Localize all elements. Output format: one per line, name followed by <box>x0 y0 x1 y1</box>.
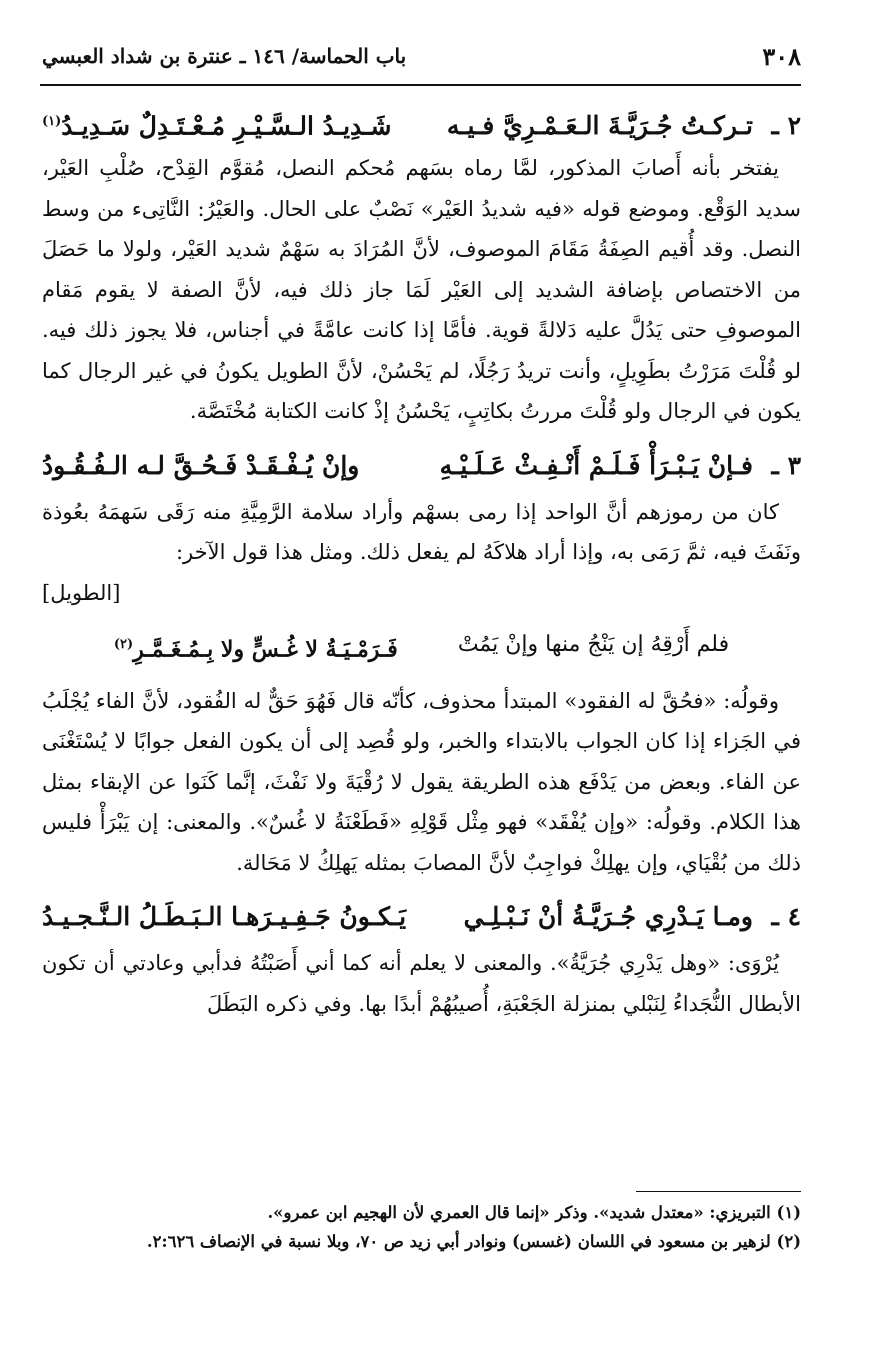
quote-hemistich-2: فَـرَمْـيَـةُ لا غُـسٍّ ولا بِـمُـغَـمَّـرِ <box>133 635 398 662</box>
verse-2 <box>42 98 801 148</box>
commentary-paragraph <box>42 681 801 884</box>
verse-hemistich-2: شَـدِيـدُ الـسَّـيْـرِ مُـعْـتَـدِلٌ سَـدِيـدُ <box>61 111 392 141</box>
quote-hemistich-1: فلم أَرْقِهُ إن يَنْجُ منها وإنْ يَمُتْ <box>457 631 730 657</box>
verse-hemistich-2: يَـكـونُ جَـفِـيـرَهـا الـبَـطَـلُ الـنَّـجـيـدُ <box>42 902 407 932</box>
verse-3 <box>42 442 801 492</box>
verse-number: ٢ ـ <box>771 111 801 141</box>
commentary-text: كان من رموزهم أنَّ الواحد إذا رمى بسهْم وأراد سلامة الرَّمِيَّةِ منه رَقَى سَهمَهُ بعُوذة ونَفَثَ فيه، ثمَّ رَمَى به، وإذا أراد هلاكَهُ لم يفعل ذلك. ومثل هذا قول الآخر: <box>42 499 801 564</box>
footnotes <box>42 1198 801 1256</box>
page-number: ٣٠٨ <box>762 42 801 71</box>
quoted-verse <box>42 619 801 675</box>
running-header <box>42 42 801 82</box>
commentary-text: وقولُه: «فحُقَّ له الفقود» المبتدأ محذوف، كأنّه قال فَهُوَ حَقٌّ له الفُقود، لأنَّ الفاء يُجْلَبُ في الجَزاء إذا كان الجواب بالابتداء والخبر، ولو قُصِد إلى أن يكون الفعل جوابًا لا يُسْتَغْنَى عن الفاء. وبعض من يَدْفَع هذه الطريقة يقول لا رُقْيَةَ ولا نَفْثَ، إنَّما كَنَوا عن الإبقاء بمثل هذا الكلام. وقولُه: «وإن يُفْقَد» فهو مِثْل قَوْلِهِ «فَطَعْنَةُ لا غُسٌ». والمعنى: إن يَبْرَأْ فليس ذلك من بُقْيَاي، وإن يهلِكْ فواجِبٌ لأنَّ المصابَ بمثله يَهلِكُ لا مَحَالة. <box>42 688 801 875</box>
footnote-ref: (٢) <box>113 636 134 652</box>
verse-hemistich-1: تـركـتُ جُـرَيَّـةَ الـعَـمْـرِيَّ فـيـه <box>446 111 753 141</box>
commentary-paragraph <box>42 148 801 432</box>
footnote-rule <box>636 1191 801 1192</box>
footnote-2: (٢) لزهير بن مسعود في اللسان (غسس) ونوادر أبي زيد ص ٧٠، وبلا نسبة في الإنصاف ٢:٦٢٦. <box>146 1232 801 1251</box>
verse-number: ٤ ـ <box>771 902 801 932</box>
footnote-ref: (١) <box>42 114 62 129</box>
footnote-1: (١) التبريزي: «معتدل شديد». وذكر «إنما قال العمري لأن الهجيم ابن عمرو». <box>267 1203 801 1222</box>
commentary-paragraph <box>42 492 801 573</box>
chapter-title: باب الحماسة/ ١٤٦ ـ عنترة بن شداد العبسي <box>42 44 407 68</box>
verse-number: ٣ ـ <box>771 450 801 480</box>
commentary-text: يفتخر بأنه أَصابَ المذكور، لمَّا رماه بسَهم مُحكم النصل، مُقوَّم القِدْح، صُلْبِ العَيْر، سديد الوَقْع. وموضع قوله «فيه شديدُ العَيْر» نَصْبٌ على الحال. والعَيْرُ: النَّاتِىء من وسط النصل. وقد أُقيم الصِفَةُ مَقَامَ الموصوف، لأنَّ المُرَادَ به سَهْمٌ شديد العَيْر، ولولا ما حَصَلَ من الاختصاص بإضافة الشديد إلى العَيْر لَمَا جاز ذلك فيه، لأنَّ الصفة لا يقوم مَقام الموصوفِ حتى يَدُلَّ عليه دَلالةً قوية. فأمَّا إذا كانت عامَّةً في أجناس، فلا يجوز ذلك فيه. لو قُلْتَ مَرَرْتُ بطَوِيلٍ، وأنت تريدُ رَجُلًا، لم يَحْسُنْ، لأنَّ الطويل يكونُ في غير الرجال كما يكون في الرجال ولو قُلْتَ مررتُ بكاتِبٍ، يَحْسُنُ إذْ كانت الكتابة مُخْتَصَّة. <box>42 156 801 423</box>
commentary-paragraph <box>42 943 801 1024</box>
page-body <box>42 98 801 1024</box>
meter-label: [الطويل] <box>42 580 121 605</box>
commentary-text: يُرْوَى: «وهل يَدْرِي جُرَيَّةُ». والمعنى لا يعلم أنه كما أني أَصَبْتُهُ فدأبي وعادتي أن تكون الأبطال النُّجَداءُ لِنَبْلي بمنزلة الجَعْبَةِ، أُصيبُهُمْ أبدًا بها. وفي ذكره البَطَلَ <box>42 951 801 1016</box>
verse-4 <box>42 893 801 943</box>
header-rule <box>40 84 801 86</box>
verse-hemistich-2: وإنْ يُـفْـقَـدْ فَـحُـقَّ لـه الـفُـقُـودُ <box>42 450 360 480</box>
verse-hemistich-1: ومـا يَـدْرِي جُـرَيَّـةُ أنْ نَـبْـلِـي <box>463 902 753 932</box>
verse-hemistich-1: فـإنْ يَـبْـرَأْ فَـلَـمْ أَنْـفِـثْ عَـلَـيْـهِ <box>439 450 753 480</box>
